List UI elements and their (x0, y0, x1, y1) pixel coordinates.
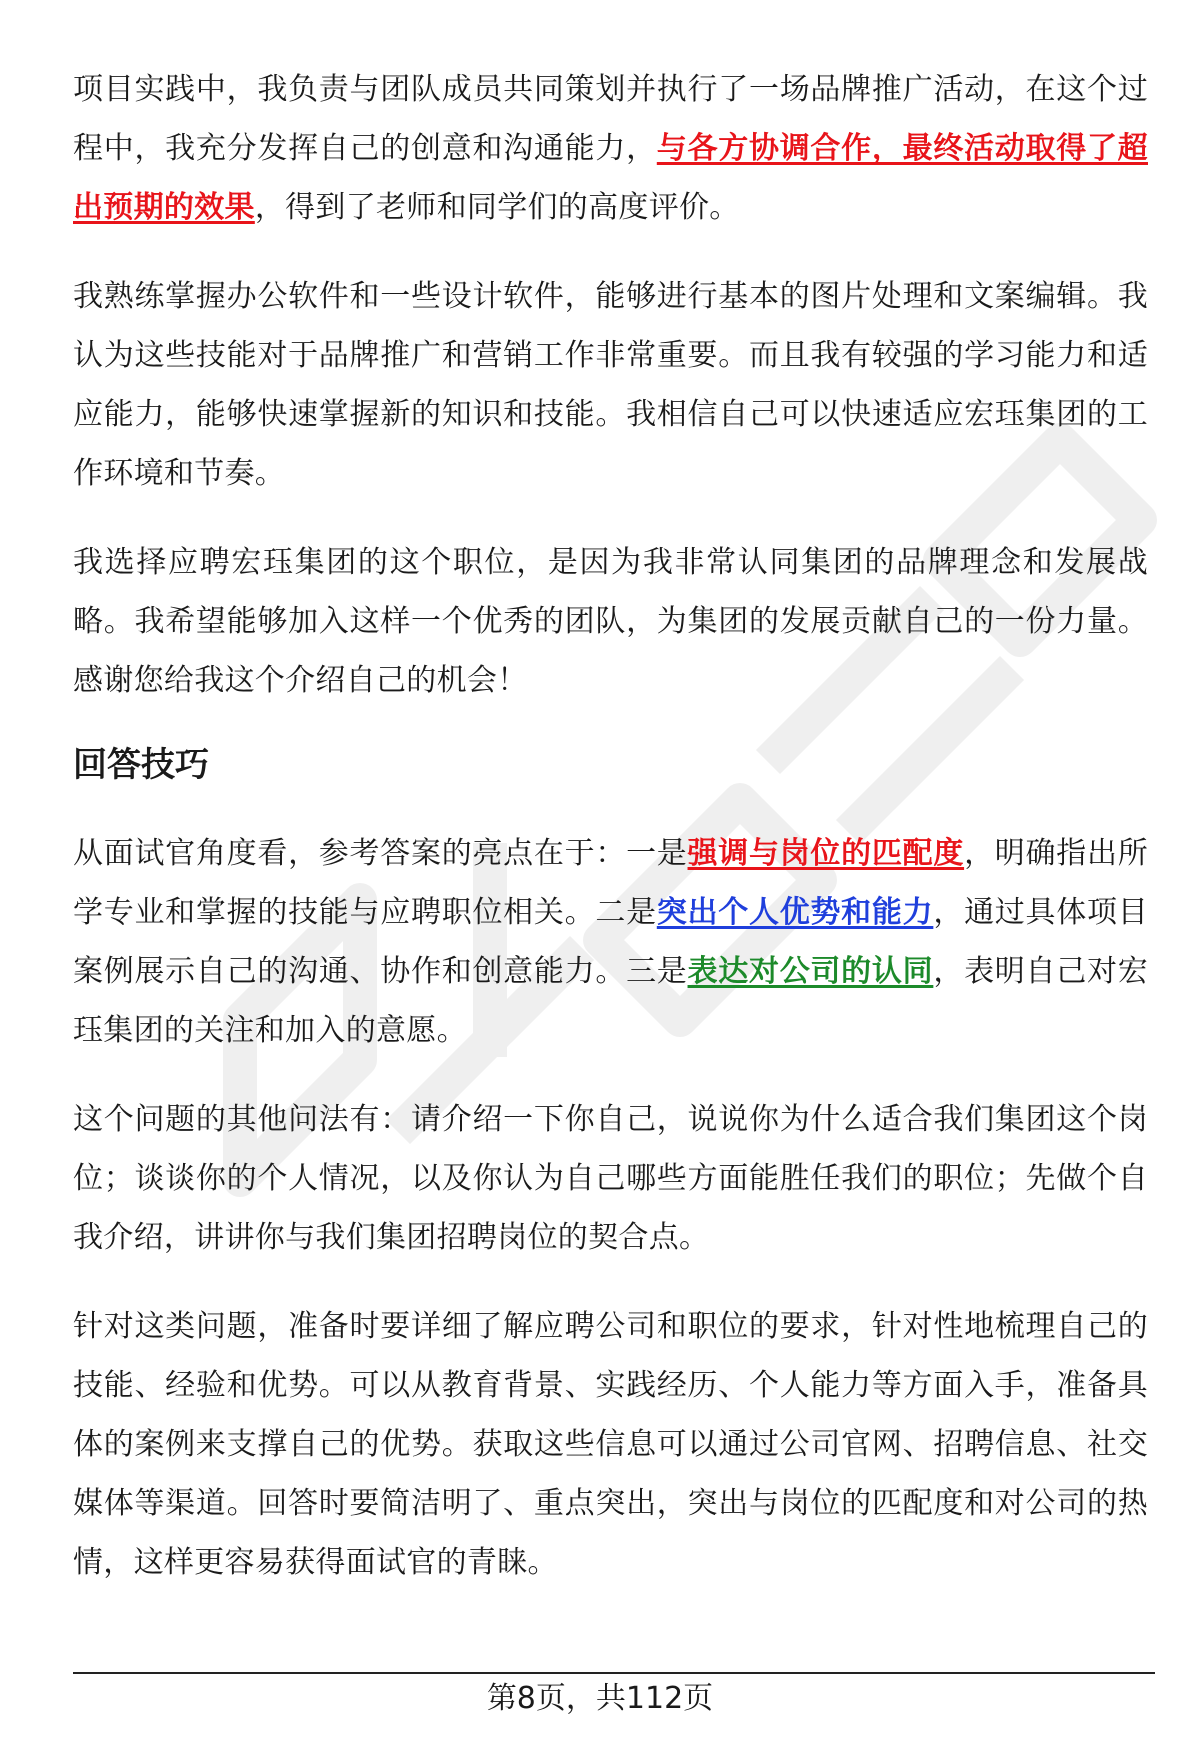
page-number-footer: 第8页，共112页 (486, 1681, 714, 1716)
paragraph (73, 533, 1148, 710)
paragraph (73, 1297, 1148, 1592)
paragraph-text: ，通过具体项目案例展示自己的沟通、协作和创意能力。三是 (73, 895, 1148, 989)
paragraph-text: 针对这类问题，准备时要详细了解应聘公司和职位的要求，针对性地梳理自己的技能、经验和优势。可以从教育背景、实践经历、个人能力等方面入手，准备具体的案例来支撑自己的优势。获取这些信息可以通过公司官网、招聘信息、社交媒体等渠道。回答时要简洁明了、重点突出，突出与岗位的匹配度和对公司的热情，这样更容易获得面试官的青睐。 (73, 1309, 1148, 1580)
paragraph-text: 这个问题的其他问法有：请介绍一下你自己，说说你为什么适合我们集团这个岗位；谈谈你的个人情况，以及你认为自己哪些方面能胜任我们的职位；先做个自我介绍，讲讲你与我们集团招聘岗位的契合点。 (73, 1102, 1148, 1255)
section-heading: 回答技巧 (73, 745, 209, 785)
paragraph-text: 从面试官角度看，参考答案的亮点在于：一是 (73, 836, 688, 871)
highlight-text: 与各方协调合作，最终活动取得了超出预期的效果 (73, 131, 1148, 225)
paragraph-text: ，明确指出所学专业和掌握的技能与应聘职位相关。二是 (73, 836, 1149, 930)
paragraph (73, 267, 1148, 503)
paragraph (73, 60, 1148, 237)
paragraph-group-top (73, 60, 1148, 710)
paragraph-text: 我熟练掌握办公软件和一些设计软件，能够进行基本的图片处理和文案编辑。我认为这些技能对于品牌推广和营销工作非常重要。而且我有较强的学习能力和适应能力，能够快速掌握新的知识和技能。我相信自己可以快速适应宏珏集团的工作环境和节奏。 (73, 279, 1148, 491)
paragraph-group-bottom (73, 824, 1148, 1592)
highlight-text: 强调与岗位的匹配度 (687, 836, 965, 871)
highlight-text: 表达对公司的认同 (687, 954, 934, 989)
paragraph (73, 824, 1148, 1060)
paragraph-text: ，得到了老师和同学们的高度评价。 (254, 190, 740, 225)
document-body (73, 60, 1148, 1622)
paragraph-text: 项目实践中，我负责与团队成员共同策划并执行了一场品牌推广活动，在这个过程中，我充分发挥自己的创意和沟通能力， (73, 72, 1148, 166)
paragraph-text: 我选择应聘宏珏集团的这个职位，是因为我非常认同集团的品牌理念和发展战略。我希望能够加入这样一个优秀的团队，为集团的发展贡献自己的一份力量。感谢您给我这个介绍自己的机会！ (73, 545, 1148, 698)
paragraph-text: ，表明自己对宏珏集团的关注和加入的意愿。 (73, 954, 1148, 1048)
paragraph (73, 1090, 1148, 1267)
highlight-text: 突出个人优势和能力 (656, 895, 934, 930)
